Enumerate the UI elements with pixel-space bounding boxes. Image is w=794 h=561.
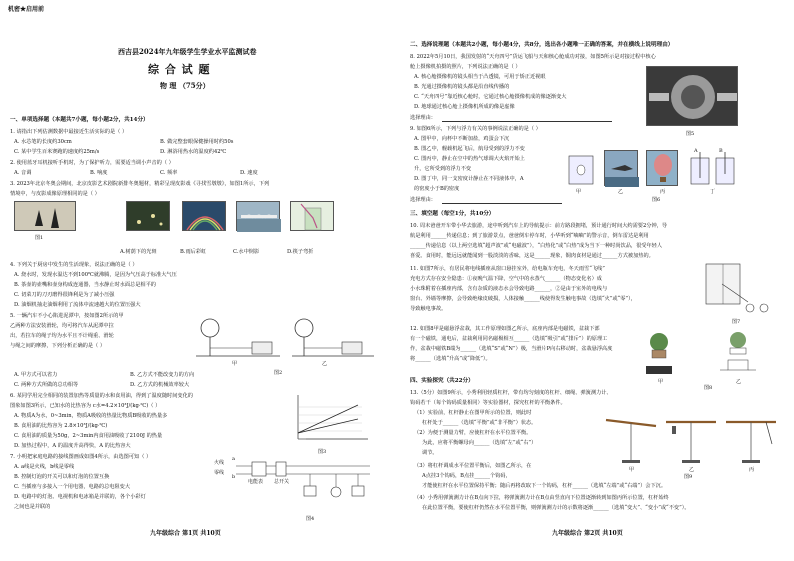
q6-option-d: D. 加热过程中，A 的温度升高得快，A 的比热容大: [14, 443, 131, 449]
figure-6-balloon-photo: [646, 150, 678, 186]
q8-option-d: D. 地球通过核心舱上摄像机所成的像是虚像: [414, 104, 515, 110]
q1-option-b: B. 做完整套眼保健操用时约50s: [160, 139, 234, 145]
figure-4-label-neutral: 零线: [214, 470, 225, 476]
figure-8-magnet-principle: [718, 330, 758, 376]
figure-5-docking-photo: [646, 66, 738, 126]
q11-line2: 充电方式存在安全隐患：①夜晚气温下降，空气中的水蒸气______（物态变化名）成: [410, 276, 602, 282]
figure-8-levitating-plant: [640, 330, 678, 376]
q9-option-c-line1: C. 图丙中，静止在空中的热气球调大火焰开始上: [414, 156, 525, 162]
q5-stem-line2: 乙两种方法安装滑轮，均可将汽车从泥潭中拉: [10, 323, 114, 329]
q7-option-d-line2: 之间也是并联的: [14, 504, 51, 510]
figure-6-label-jia: 甲: [576, 189, 582, 195]
left-page-footer: 九年级综合 第1页 共10页: [150, 530, 221, 537]
switch-icon: [276, 462, 286, 476]
figure-4-label-meter: 电能表: [248, 479, 264, 485]
q8-stem-line2: 舱上摄像机拍摄的照片，下列说法正确的是（ ）: [410, 64, 521, 70]
scooter-icon: [746, 304, 754, 312]
q9-option-b: B. 图乙中，舰载机起飞后，航母受到的浮力不变: [414, 146, 525, 152]
q4-option-d: D. 油烟机抽走油烟利用了流体中流速越大的位置压强大: [14, 302, 141, 308]
q8-option-b: B. 光通过摄像机的镜头都是沿直线传播的: [414, 84, 510, 90]
car-icon: [252, 342, 272, 354]
figure-9-label-bing: 丙: [749, 467, 755, 473]
shadow-puppet-icon: [15, 202, 77, 232]
q5-stem-line3: 出，若拉车的绳子均为水平且不计绳重、滑轮: [10, 333, 114, 339]
q6-option-b: B. 食用油的比热容为 2.8×10³J/(kg·℃): [14, 423, 108, 429]
q3-stem-line2: 情境中，与皮影成像原理相同的是（ ）: [10, 191, 100, 197]
q3-option-b: B.雨后彩虹: [180, 249, 207, 255]
q12-line4: 将______（选填“升高”或“降低”）。: [410, 356, 491, 362]
figure-bridge-reflection: [236, 201, 280, 231]
q13-line1: 13.（5分）如图9所示，小秀利用轻质杠杆，带有均匀刻度的杠杆、细绳、弹簧测力计、: [410, 390, 612, 396]
q4-option-c: C. 切菜刀的刀刃磨得很锋利是为了减小压强: [14, 292, 115, 298]
q4-stem: 4. 下列关于厨房中发生的生活现象，说法正确的是（ ）: [10, 262, 138, 268]
figure-9-lever-diagram: [600, 404, 780, 466]
confidential-label: 机密★启用前: [8, 6, 45, 13]
figure-8-label-yi: 乙: [736, 379, 742, 385]
figure-8-caption: 图8: [704, 385, 713, 391]
q2-option-b: B. 响度: [90, 170, 108, 176]
q6-stem-line1: 6. 某同学用完全相同的装置加热等质量的水和食用油，得到了温度随时间变化的: [10, 393, 193, 399]
exam-title: 西吉县2024年九年级学生学业水平监测试卷: [118, 47, 257, 56]
figure-6-label-b: B: [719, 148, 723, 154]
figure-4-caption: 图4: [306, 516, 315, 522]
q9-reason: 选择理由：: [410, 197, 436, 203]
q1-option-c: C. 某中学生百米赛跑的速度约25m/s: [14, 149, 100, 155]
figure-6-hydrometer: [688, 150, 738, 186]
socket-icon: [304, 486, 316, 496]
q10-line2: 航是利用______传递信息；到了旅游景点，爸爸倒车停车时，小华听到“嘀嘀”的警示音，倒车雷达是利用: [410, 233, 649, 239]
figure-9-caption: 图9: [684, 474, 693, 480]
figure-7-caption: 图7: [732, 319, 741, 325]
q13-step2-line1: （2）为便于测量力臂，应使杠杆在水平位置平衡。: [414, 430, 532, 436]
q2-option-c: C. 频率: [160, 170, 178, 176]
figure-1-shadow-play: [14, 201, 76, 231]
q1-option-a: A. 水芯笔的长度约30cm: [14, 139, 72, 145]
q5-stem-line4: 与绳之间的摩擦，下列分析正确的是（ ）: [10, 343, 106, 349]
q3-option-d: D.筷子弯折: [287, 249, 314, 255]
line-a: [298, 405, 358, 433]
q13-step3-line3: 才能使杠杆在水平位置保持平衡；随后再将改取下一个钩码，杠杆______（选填“左端”或“右端”）会下沉。: [422, 483, 667, 489]
q11-line3: 小水珠附着在插座内部，含有杂质的液态水会导致电路______，②是由于室外的电线与: [410, 286, 608, 292]
figure-5-caption: 图5: [686, 131, 695, 137]
q2-stem: 2. 使用蓝牙耳机接听手机时，为了保护听力，需要适当调小声音的（ ）: [10, 160, 174, 166]
figure-6-carrier-photo: [604, 150, 638, 186]
q4-option-a: A. 烧水时，发现水温达不到100℃就沸腾，是因为气压高于标准大气压: [14, 272, 177, 278]
q10-line1: 10. 周末爸爸开车带小华去旅游，途中听到汽车上的导航提示：前方路段拥堵，预计通行时间大约需要2分钟，导: [410, 223, 668, 229]
q11-line4: 窗台、外墙等摩擦，会导致绝缘皮破损，人体接触______线使得发生触电事故（选填“火”或“零”），: [410, 296, 636, 302]
q7-stem: 7. 小明把家庭电路的接线图画成如图4所示，由选图可知（ ）: [10, 454, 152, 460]
q11-line5: 导致触电事故。: [410, 306, 447, 312]
q3-stem-line1: 3. 2023年北京冬奥会期间，北京皮影艺术剧院新排冬奥题材，精彩呈现皮影戏《寻找雪墩墩》，如图1所示，下列: [10, 181, 270, 187]
q13-step3-line1: （3）将杠杆调成水平位置平衡后，如图乙所示，在: [414, 463, 532, 469]
q7-option-d-line1: D. 电路中的灯泡、电视机和电冰箱是并联的，各个小彩灯: [14, 494, 146, 500]
q3-option-a: A.树荫下的光斑: [120, 249, 157, 255]
figure-tree-shadow: [126, 201, 170, 231]
subject-title: 综 合 试 题: [148, 63, 211, 76]
figure-9-label-jia: 甲: [629, 467, 635, 473]
q10-line4: 喜爱。食用时，能远远就能闻到一股淡淡的香味，这是______现象，铜肉食材是通过______方式被加热的。: [410, 253, 654, 259]
q2-option-d: D. 速度: [240, 170, 258, 176]
tree-icon: [201, 319, 219, 337]
q5-option-b: B. 乙方式不能改变力的方向: [130, 372, 195, 378]
q13-step4-line1: （4）小秀用弹簧测力计在B点向下拉，将弹簧测力计在B点由竖直向下位置逐渐转到如图丙所示位置，杠杆始终: [414, 495, 669, 501]
q9-reason-blank: [442, 203, 562, 204]
q9-option-a: A. 图甲中，向杯中不断加盐，鸡蛋会下沉: [414, 136, 510, 142]
figure-8-label-jia: 甲: [658, 379, 664, 385]
q6-option-a: A. 物质A为水，0~3min，物质A吸收的热量比物质B吸收的热量多: [14, 413, 168, 419]
socket-icon: [352, 486, 364, 496]
meter-icon: [252, 462, 266, 476]
q12-line1: 12. 如图8甲是磁悬浮盆栽，其工作原理如图乙所示，底座内部是电磁铁，盆栽下部: [410, 326, 600, 332]
section-1-heading: 一、单项选择题（本题共7小题，每小题2分，共14分）: [10, 117, 149, 123]
q13-step2-line3: 调节。: [422, 450, 438, 456]
tree-icon: [295, 319, 313, 337]
figure-9-label-yi: 乙: [689, 467, 695, 473]
q13-step1-line1: （1）实验前，杠杆静止在图甲所示的位置，则此时: [414, 410, 532, 416]
figure-4-circuit-diagram: [214, 458, 374, 510]
q9-option-d-line2: 的密度小于B的密度: [414, 186, 460, 192]
plant-icon: [650, 333, 668, 351]
section-2-heading: 二、选择说理题（本题共2小题，每小题4分，共8分，选出各小题唯一正确的答案，并在横线上说明理由）: [410, 42, 674, 48]
section-3-heading: 三、填空题（每空1分，共10分）: [410, 211, 495, 217]
q7-option-c: C. 当插座与多接入一个用电器，电路的总电阻变大: [14, 484, 131, 490]
spring-scale-icon: [766, 422, 772, 444]
q9-option-d-line1: D. 图丁中，同一支密度计静止在不同液体中，A: [414, 176, 524, 182]
figure-2-pulley-diagram: [196, 312, 376, 372]
q7-option-a: A. a线是火线，b线是零线: [14, 464, 75, 470]
right-page-footer: 九年级综合 第2页 共10页: [552, 530, 623, 537]
q1-option-d: D. 淋浴用热水的温度约42℃: [160, 149, 227, 155]
q11-line1: 11. 如图7所示，有居民将电线插座从窗口悬挂室外，给电瓶车充电，冬天雨雪“飞线”: [410, 266, 605, 272]
q13-line2: 钩码若干（每个钩码质量相同）等实验器材，探究杠杆的平衡条件。: [410, 400, 566, 406]
figure-4-label-b: b: [232, 474, 236, 480]
q8-option-c: C. “天舟四号”靠近核心舱时，它通过核心舱摄像机成的像逐渐变大: [414, 94, 567, 100]
q13-step3-line2: A点挂3个钩码，B点挂______个钩码，: [422, 473, 511, 479]
q7-option-b: B. 控制灯泡的开关可以和灯泡的位置互换: [14, 474, 110, 480]
q5-option-a: A. 甲方式可以省力: [14, 372, 58, 378]
figure-7-window-charging: [704, 262, 770, 316]
figure-6-label-a: A: [694, 148, 698, 154]
car-icon: [342, 342, 362, 354]
figure-rainbow: [182, 201, 226, 231]
q12-line2: 有一个磁铁，通电后，盆栽利用同名磁极相互______（选填“吸引”或“排斥”）的原理工: [410, 336, 608, 342]
q6-option-c: C. 食用油的质量为50g，2~3min内食用油吸收了2100J 的热量: [14, 433, 163, 439]
q9-stem: 9. 如图6所示，下列与浮力有关的事例说法正确的是（ ）: [410, 126, 541, 132]
figure-4-label-live: 火线: [214, 460, 225, 466]
weights-icon: [672, 426, 676, 434]
physics-title: 物 理 （75分）: [160, 81, 210, 90]
electromagnet-icon: [728, 360, 748, 370]
figure-6-label-yi: 乙: [618, 189, 624, 195]
figure-6-label-bing: 丙: [660, 189, 666, 195]
figure-4-label-a: a: [232, 456, 235, 462]
q5-stem-line1: 5. 一辆汽车不小心陷进泥潭中，按如图2所示的甲: [10, 313, 124, 319]
figure-3-temperature-graph: [292, 393, 372, 445]
q13-step1-line2: 杠杆处于______（选填“平衡”或“非平衡”）状态。: [422, 420, 537, 426]
q13-step2-line2: 为此，应将平衡螺母向______（选填“左”或“右”）: [422, 440, 537, 446]
q10-line3: ______传递信息（以上两空选填“超声波”或“电磁波”），“白热化”或“白热”成为当下一种时尚饮品，很受年轻人: [410, 243, 663, 249]
figure-3-caption: 图3: [318, 449, 327, 455]
section-4-heading: 四、实验探究（共22分）: [410, 378, 474, 384]
figure-1-caption: 图1: [35, 235, 44, 241]
figure-4-label-main-switch: 总开关: [274, 479, 290, 485]
q8-option-a: A. 核心舱摄像机的镜头相当于凸透镜，可用于矫正近视眼: [414, 74, 546, 80]
q9-option-c-line2: 升，它所受到的浮力不变: [414, 166, 472, 172]
bulb-icon: [331, 487, 341, 497]
q13-step4-line2: 在此位置平衡，要使杠杆仍然在水平位置平衡，则弹簧测力计的示数将逐渐______（选填“变大”、“变小”或“不变”）。: [422, 505, 690, 511]
figure-chopstick-glass: [290, 201, 334, 231]
q3-option-c: C.水中倒影: [233, 249, 260, 255]
q1-stem: 1. 请指出下列估测数据中最接近生活实际的是（ ）: [10, 129, 128, 135]
q5-option-c: C. 两种方式所做的总功相等: [14, 382, 79, 388]
q12-line3: 作，盆栽中磁铁B端为______（选填“S”或“N”）极，当滑片P向右移动时，盆栽悬浮高度: [410, 346, 613, 352]
q8-reason: 选择理由：: [410, 115, 436, 121]
figure-2-yi-label: 乙: [322, 361, 328, 367]
figure-6-label-ding: 丁: [710, 189, 716, 195]
figure-6-caption: 图6: [652, 197, 661, 203]
figure-2-jia-label: 甲: [232, 361, 238, 367]
q2-option-a: A. 音调: [14, 170, 32, 176]
q4-option-b: B. 茶壶的壶嘴和壶身构成连通器，当水静止时水面总是相平的: [14, 282, 156, 288]
q5-option-d: D. 乙方式的机械效率较大: [130, 382, 190, 388]
q6-stem-line2: 图象如图3所示，已知水的比热容为 c水=4.2×10³J/(kg·℃)（ ）: [10, 403, 161, 409]
q8-reason-blank: [442, 121, 612, 122]
figure-6-beaker-egg: [566, 150, 596, 186]
q8-stem-line1: 8. 2022年5月10日，我国发射的“天舟四号”货运飞船与天和核心舱成功对接，如图5所示是对接过程中核心: [410, 54, 656, 60]
figure-2-caption: 图2: [274, 370, 283, 376]
